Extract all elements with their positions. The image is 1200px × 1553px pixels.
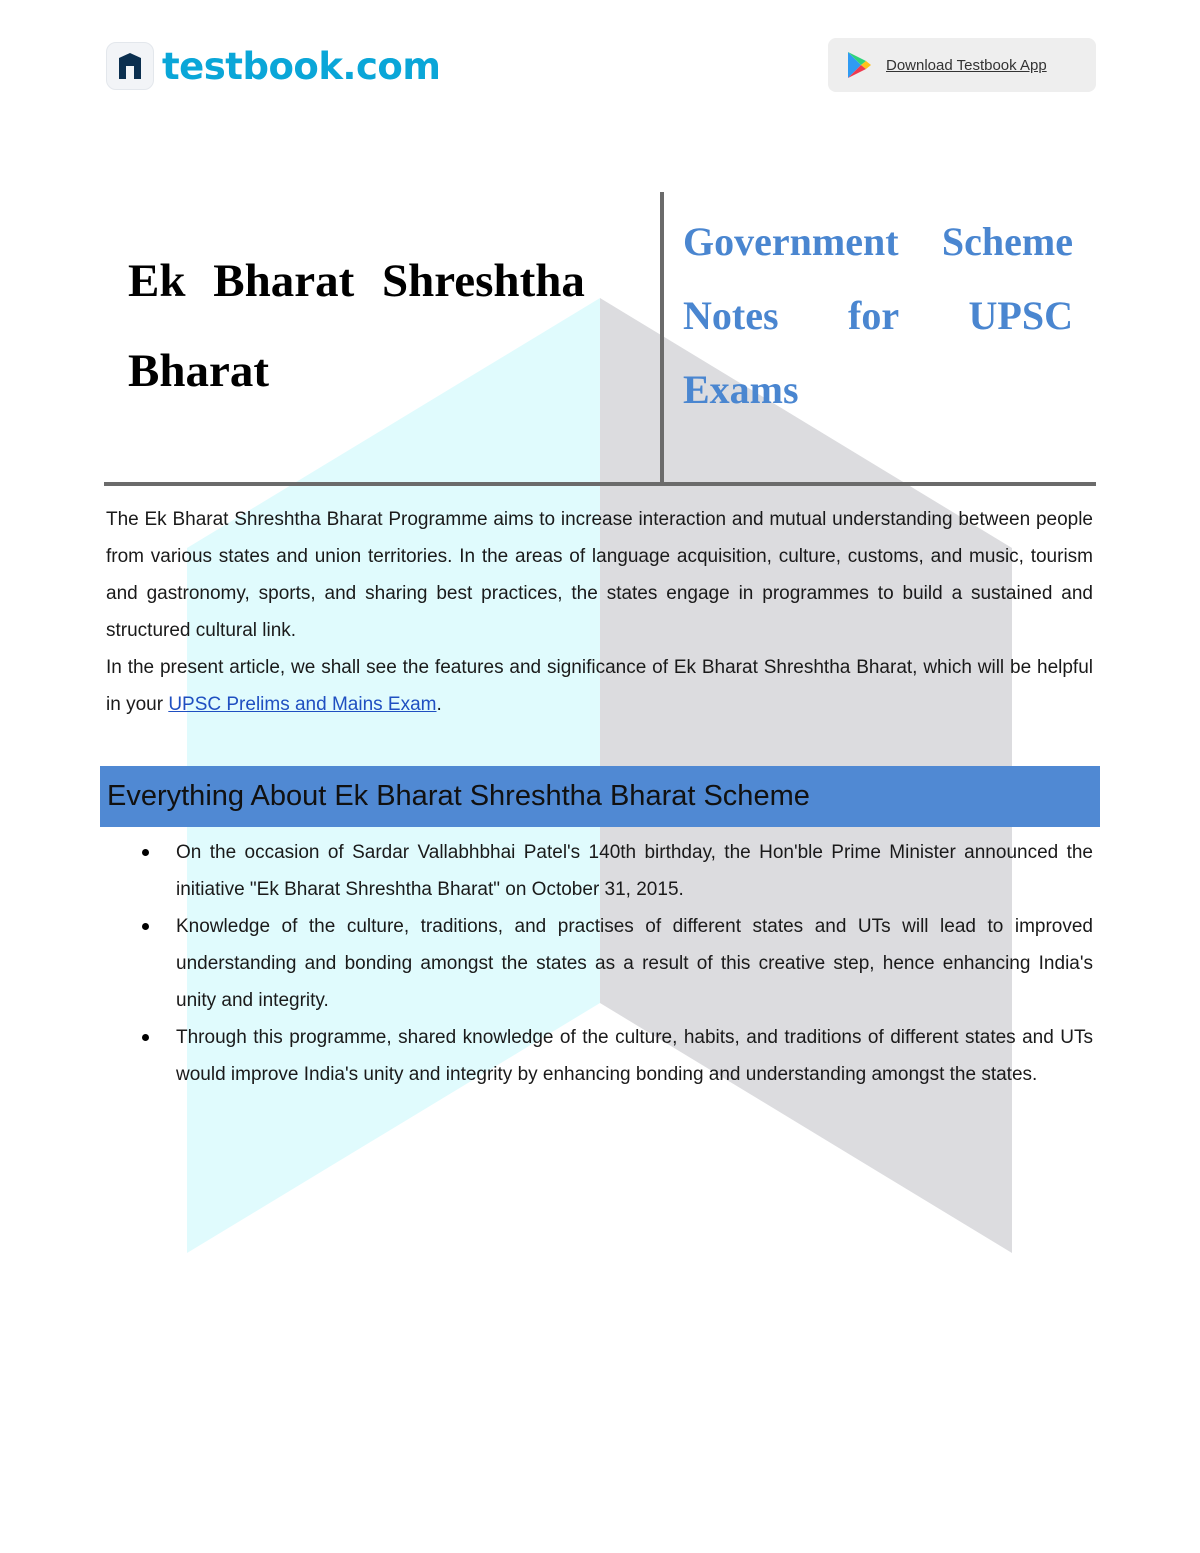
title-line-1: Ek Bharat Shreshtha <box>128 255 585 307</box>
testbook-logo[interactable] <box>106 42 440 90</box>
list-item <box>106 908 1093 1019</box>
section-heading: Everything About Ek Bharat Shreshtha Bharat Scheme <box>100 766 1100 827</box>
bullet-icon <box>142 1034 149 1041</box>
subtitle-word: Government <box>683 219 899 264</box>
vertical-divider <box>660 192 664 484</box>
subtitle-word: for <box>848 293 900 338</box>
bullet-icon <box>142 849 149 856</box>
intro-paragraph-2 <box>106 649 1093 723</box>
logo-text: testbook.com <box>162 44 441 88</box>
page-title <box>128 236 648 416</box>
bullet-list <box>106 834 1093 1093</box>
bullet-icon <box>142 923 149 930</box>
horizontal-divider <box>104 482 1096 486</box>
subtitle-word: Exams <box>683 367 799 412</box>
download-app-button[interactable] <box>828 38 1096 92</box>
subtitle-line-3 <box>683 353 1073 427</box>
subtitle-word: Notes <box>683 293 779 338</box>
list-item-text: Through this programme, shared knowledge of the culture, habits, and traditions of different states and UTs would improve India's unity and integrity by enhancing bonding and understanding amongst the states. <box>176 1027 1093 1085</box>
intro-paragraph-2-text: In the present article, we shall see the features and significance of Ek Bharat Shreshtha Bharat, which will be helpful in your <box>106 657 1093 715</box>
subtitle-line-2 <box>683 279 1073 353</box>
testbook-logo-icon <box>106 42 154 90</box>
subtitle-word: Scheme <box>941 219 1073 264</box>
title-line-2: Bharat <box>128 345 269 397</box>
play-store-icon <box>846 51 872 79</box>
list-item-text: On the occasion of Sardar Vallabhbhai Patel's 140th birthday, the Hon'ble Prime Minister announced the initiative "Ek Bharat Shreshtha Bharat" on October 31, 2015. <box>176 842 1093 900</box>
subtitle-line-1 <box>683 205 1073 279</box>
list-item <box>106 834 1093 908</box>
list-item-text: Knowledge of the culture, traditions, and practises of different states and UTs will lead to improved understanding and bonding amongst the states as a result of this creative step, hence enhancing India's unity and integrity. <box>176 916 1093 1011</box>
intro-paragraph-1: The Ek Bharat Shreshtha Bharat Programme aims to increase interaction and mutual understanding between people from various states and union territories. In the areas of language acquisition, culture, customs, and music, tourism and gastronomy, sports, and sharing best practices, the states engage in programmes to build a sustained and structured cultural link. <box>106 509 1093 641</box>
upsc-exam-link[interactable]: UPSC Prelims and Mains Exam <box>168 694 437 715</box>
download-app-label: Download Testbook App <box>886 56 1047 74</box>
list-item <box>106 1019 1093 1093</box>
intro-paragraph-2-end: . <box>436 694 442 715</box>
intro-text <box>106 501 1093 723</box>
page-subtitle <box>683 205 1073 427</box>
subtitle-word: UPSC <box>968 293 1073 338</box>
